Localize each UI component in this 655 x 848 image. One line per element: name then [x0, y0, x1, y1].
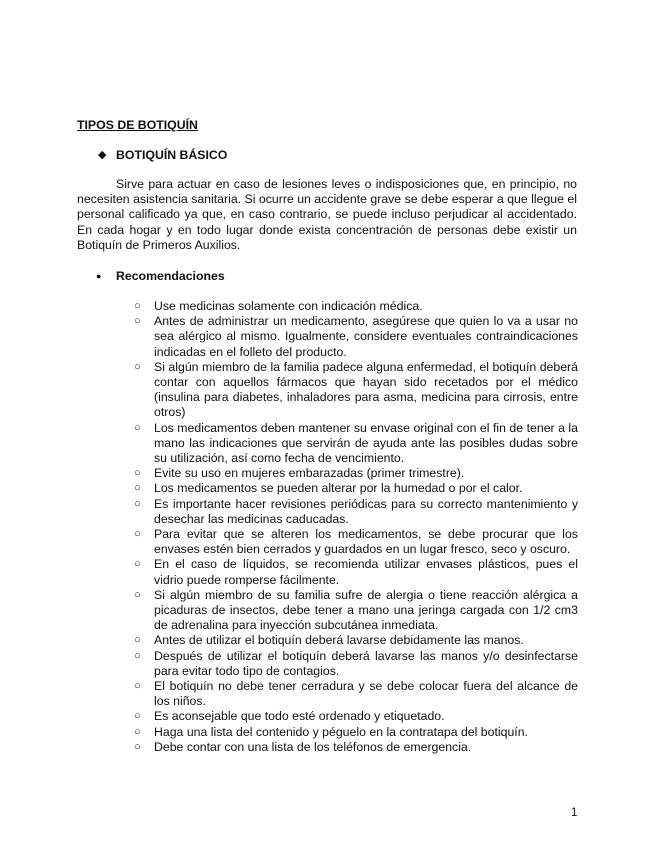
list-item-text: Los medicamentos se pueden alterar por la humedad o por el calor.	[154, 481, 523, 496]
list-item	[134, 314, 578, 360]
list-item	[134, 588, 578, 634]
list-item	[134, 360, 578, 421]
hollow-circle-bullet-icon: ○	[134, 725, 141, 738]
section-heading	[98, 148, 227, 162]
hollow-circle-bullet-icon: ○	[134, 315, 141, 328]
hollow-circle-bullet-icon: ○	[134, 680, 141, 693]
list-item	[134, 740, 578, 755]
hollow-circle-bullet-icon: ○	[134, 558, 141, 571]
list-item-text: Es aconsejable que todo esté ordenado y etiquetado.	[154, 709, 445, 724]
list-item	[134, 557, 578, 587]
list-item	[134, 497, 578, 527]
hollow-circle-bullet-icon: ○	[134, 588, 141, 601]
list-item-text: Antes de utilizar el botiquín deberá lavarse debidamente las manos.	[154, 633, 524, 648]
solid-dot-bullet-icon: ●	[96, 271, 102, 281]
hollow-circle-bullet-icon: ○	[134, 710, 141, 723]
intro-paragraph: Sirve para actuar en caso de lesiones leves o indisposiciones que, en principio, no necesiten asistencia sanitaria. Si ocurre un accidente grave se debe esperar a que llegue el personal calificado ya que, en caso contrario, se puede incluso perjudicar al accidentado. En cada hogar y en todo lugar donde exista concentración de personas debe existir un Botiquín de Primeros Auxilios.	[77, 177, 577, 252]
list-item	[134, 466, 578, 481]
list-item-text: Debe contar con una lista de los teléfonos de emergencia.	[154, 739, 472, 754]
list-item	[134, 299, 578, 314]
list-item	[134, 649, 578, 679]
hollow-circle-bullet-icon: ○	[134, 528, 141, 541]
list-item-text: Evite su uso en mujeres embarazadas (primer trimestre).	[154, 466, 465, 481]
recommendations-heading	[96, 269, 225, 283]
list-item-text: Haga una lista del contenido y péguelo en la contratapa del botiquín.	[154, 724, 528, 739]
list-item-text: Use medicinas solamente con indicación médica.	[154, 299, 423, 313]
list-item-text: Si algún miembro de la familia padece alguna enfermedad, el botiquín deberá contar con aquellos fármacos que hayan sido recetados por el médico (insulina para diabetes, inhaladores para asma, medicina para cirrosis, entre otros)	[154, 359, 578, 420]
diamond-bullet-icon: ◆	[98, 148, 107, 161]
list-item	[134, 421, 578, 467]
list-item-text: En el caso de líquidos, se recomienda utilizar envases plásticos, pues el vidrio puede romperse fácilmente.	[154, 557, 578, 587]
list-item-text: El botiquín no debe tener cerradura y se debe colocar fuera del alcance de los niños.	[154, 679, 578, 709]
hollow-circle-bullet-icon: ○	[134, 421, 141, 434]
list-item	[134, 481, 578, 496]
recommendations-list	[134, 299, 578, 755]
list-item-text: Antes de administrar un medicamento, asegúrese que quien lo va a usar no sea alérgico al mismo. Igualmente, considere eventuales contraindicaciones indicadas en el folleto del producto.	[154, 314, 578, 359]
hollow-circle-bullet-icon: ○	[134, 497, 141, 510]
hollow-circle-bullet-icon: ○	[134, 467, 141, 480]
document-title: TIPOS DE BOTIQUÍN	[77, 118, 198, 132]
list-item	[134, 679, 578, 709]
list-item	[134, 633, 578, 648]
page-number: 1	[571, 807, 578, 819]
list-item-text: Después de utilizar el botiquín deberá lavarse las manos y/o desinfectarse para evitar todo tipo de contagios.	[154, 648, 578, 678]
hollow-circle-bullet-icon: ○	[134, 482, 141, 495]
hollow-circle-bullet-icon: ○	[134, 300, 141, 312]
list-item-text: Los medicamentos deben mantener su envase original con el fin de tener a la mano las indicaciones que servirán de ayuda ante las posibles dudas sobre su utilización, así como fecha de vencimiento.	[154, 420, 578, 466]
list-item	[134, 709, 578, 724]
list-item-text: Para evitar que se alteren los medicamentos, se debe procurar que los envases estén bien cerrados y guardados en un lugar fresco, seco y oscuro.	[154, 527, 578, 557]
recommendations-title: Recomendaciones	[116, 269, 225, 283]
hollow-circle-bullet-icon: ○	[134, 634, 141, 647]
list-item-text: Es importante hacer revisiones periódicas para su correcto mantenimiento y desechar las medicinas caducadas.	[154, 496, 578, 526]
list-item-text: Si algún miembro de su familia sufre de alergia o tiene reacción alérgica a picaduras de insectos, debe tener a mano una jeringa cargada con 1/2 cm3 de adrenalina para inyección subcutánea inmediata.	[154, 587, 578, 633]
hollow-circle-bullet-icon: ○	[134, 740, 141, 753]
hollow-circle-bullet-icon: ○	[134, 649, 141, 662]
hollow-circle-bullet-icon: ○	[134, 360, 141, 373]
section-title: BOTIQUÍN BÁSICO	[116, 148, 228, 162]
list-item	[134, 725, 578, 740]
list-item	[134, 527, 578, 557]
